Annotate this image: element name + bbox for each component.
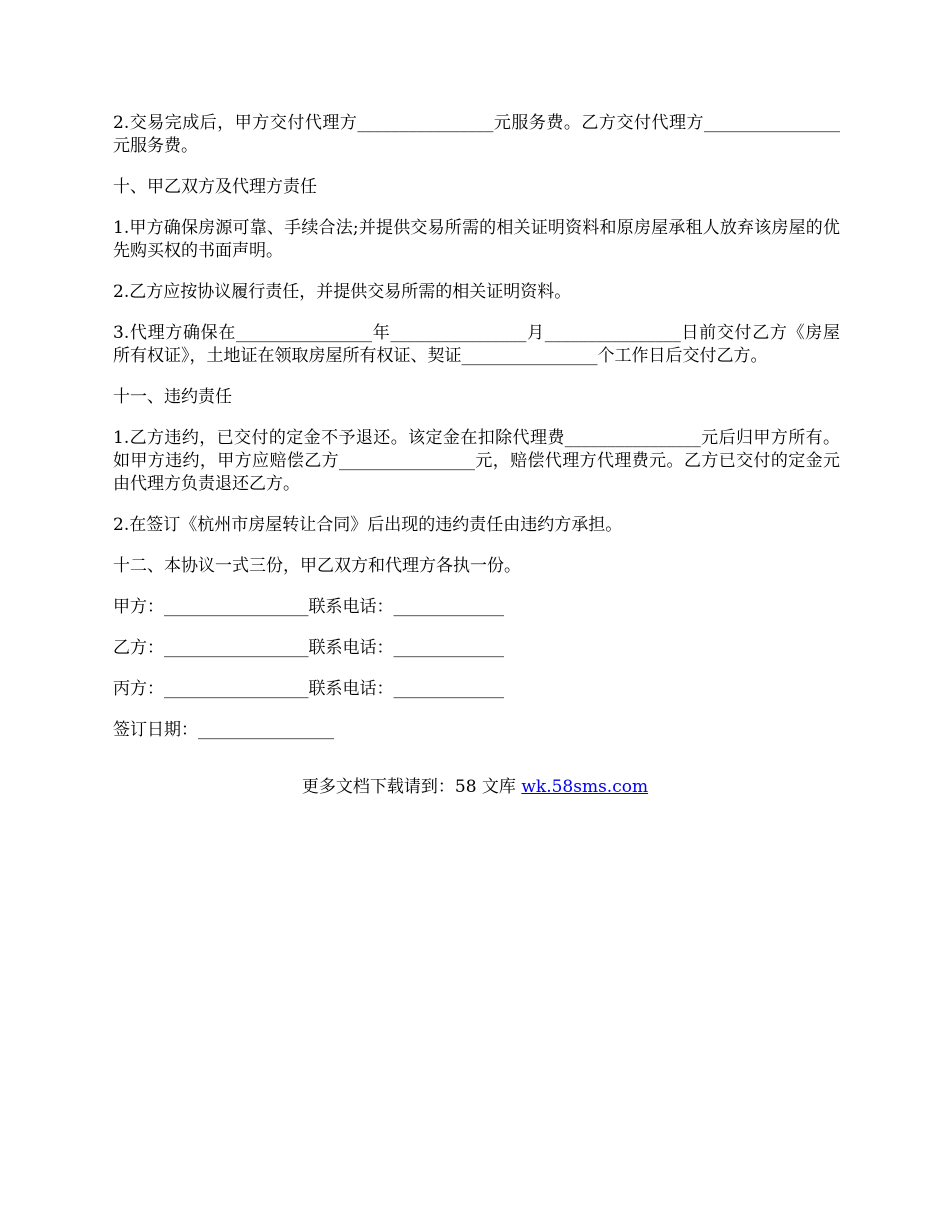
section-heading-responsibilities: 十、甲乙双方及代理方责任 <box>113 177 317 197</box>
party-b-responsibility: 2.乙方应按协议履行责任，并提供交易所需的相关证明资料。 <box>113 282 572 302</box>
service-fee-clause: 2.交易完成后，甲方交付代理方________________元服务费。乙方交付代理方________________元服务费。 <box>113 113 840 156</box>
agent-responsibility: 3.代理方确保在________________年________________月________________日前交付乙方《房屋所有权证》，土地证在领取房屋所有权证、契证________________个工作日后交付乙方。 <box>113 323 840 366</box>
signature-line-party-a: 甲方：_________________联系电话：_____________ <box>113 597 504 617</box>
breach-clause-1: 1.乙方违约，已交付的定金不予退还。该定金在扣除代理费________________元后归甲方所有。如甲方违约，甲方应赔偿乙方________________元，赔偿代理方代理费元。乙方已交付的定金元由代理方负责退还乙方。 <box>113 428 840 494</box>
signature-line-party-b: 乙方：_________________联系电话：_____________ <box>113 638 504 658</box>
breach-clause-2: 2.在签订《杭州市房屋转让合同》后出现的违约责任由违约方承担。 <box>113 515 623 535</box>
party-a-responsibility: 1.甲方确保房源可靠、手续合法;并提供交易所需的相关证明资料和原房屋承租人放弃该房屋的优先购买权的书面声明。 <box>113 218 840 261</box>
signature-line-party-c: 丙方：_________________联系电话：_____________ <box>113 679 504 699</box>
footer-text: 更多文档下载请到：58 文库 <box>301 777 522 797</box>
section-heading-breach: 十一、违约责任 <box>113 387 232 407</box>
footer-link[interactable]: wk.58sms.com <box>521 777 649 797</box>
download-footer <box>0 776 950 799</box>
section-heading-copies: 十二、本协议一式三份，甲乙双方和代理方各执一份。 <box>113 556 521 576</box>
document-body <box>113 112 840 760</box>
signing-date-line: 签订日期：________________ <box>113 720 334 740</box>
